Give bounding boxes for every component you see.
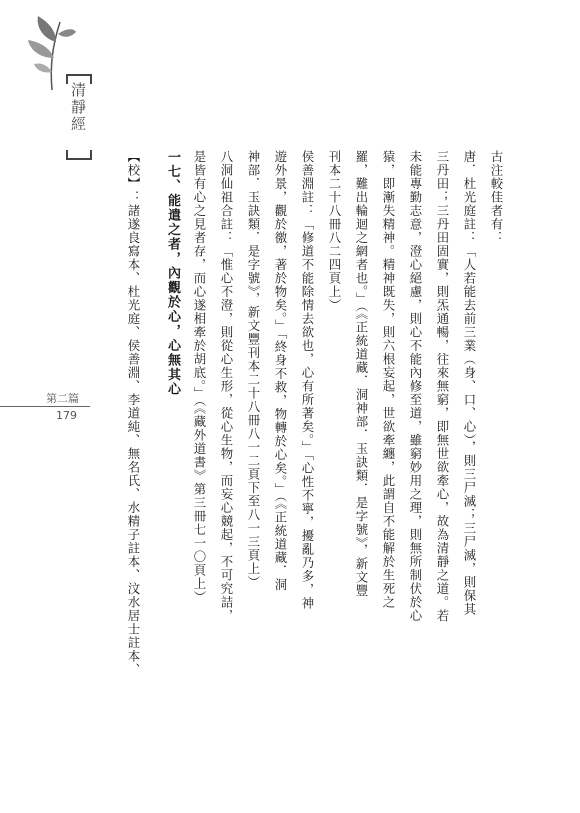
text-column: 三丹田；三丹田固實，則炁通暢，往來無窮，即無世欲牽心，故為清靜之道。若 [435,150,450,623]
text-column: 古注較佳者有： [489,150,504,245]
part-label: 第二篇 [46,392,79,405]
logo-bracket-bottom [66,150,92,160]
text-column: 唐．杜光庭註：「人若能去前三業（身、口、心），則三尸滅；三尸滅，則保其 [462,150,477,617]
text-column: 猿，即漸失精神。精神既失，則六根妄起，世欲牽纏，此謂自不能解於生死之 [381,150,396,609]
text-column: 侯善淵註：「修道不能除情去欲也，心有所著矣。」「心性不寧，擾亂乃多，神 [300,150,315,611]
logo-text: 清靜經 [69,82,87,133]
side-divider [0,406,90,407]
page-number: 179 [56,409,77,422]
text-column: 八洞仙祖合註：「惟心不澄，則從心生形，從心生物，而妄心競起，不可究詰， [219,150,234,623]
text-column: 羅，難出輪迴之網者也。」（《正統道藏．洞神部．玉訣類．是字號》，新文豐 [354,150,369,598]
text-column: 是皆有心之見者存，而心遂相牽於胡底。」（《藏外道書》第三冊七一〇頁上） [192,150,207,604]
text-column: 神部．玉訣類．是字號》，新文豐刊本二十八冊八一二頁下至八一三頁上） [246,150,261,590]
body-text [120,150,510,740]
text-column: 遊外景，觀於徼，著於物矣。」「終身不救，物轉於心矣。」（《正統道藏．洞 [273,150,288,592]
text-column: 未能專勤志意，澄心絕慮，則心不能內修至道，雖窮妙用之理，則無所制伏於心 [408,150,423,623]
collation-note: 【校】：諸遂良寫本、杜光庭、侯善淵、李道純、無名氏、水精子註本、汶水居士註本、 [126,150,141,677]
text-column: 刊本二十八冊八二四頁上） [327,150,342,312]
book-logo [22,12,87,142]
section-heading: 一七、能遣之者，內觀於心，心無其心 [165,150,180,397]
